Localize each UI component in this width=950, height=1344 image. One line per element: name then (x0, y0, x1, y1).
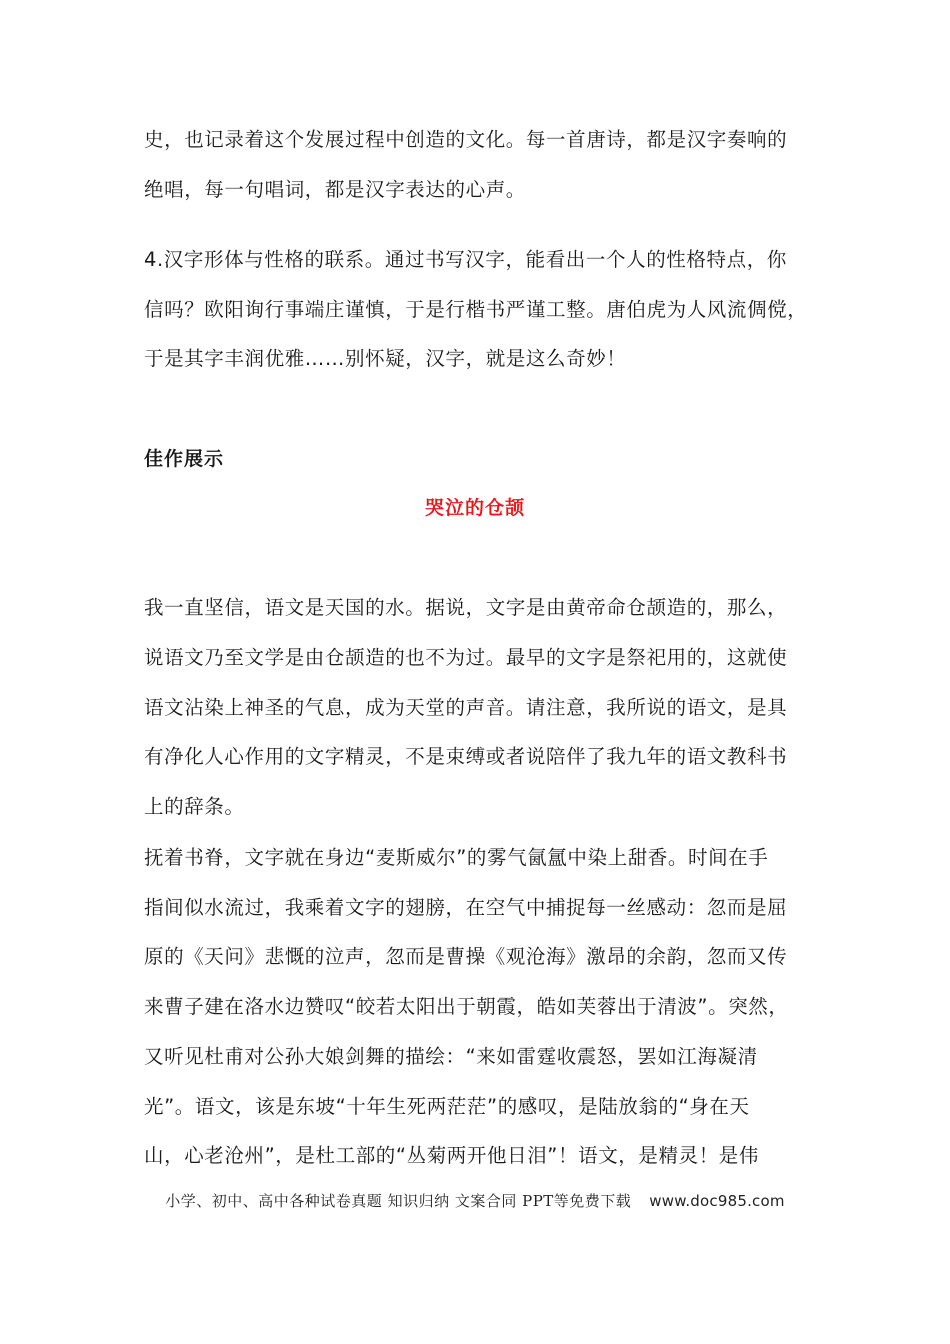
essay-paragraph-2-line-4: 来曹子建在洛水边赞叹“皎若太阳出于朝霞，皓如芙蓉出于清波”。突然， (144, 995, 789, 1018)
footer-text: 小学、初中、高中各种试卷真题 知识归纳 文案合同 PPT等免费下载 (165, 1192, 632, 1210)
essay-paragraph-2-line-6: 光”。语文，该是东坡“十年生死两茫茫”的感叹，是陆放翁的“身在天 (144, 1095, 750, 1118)
footer-url[interactable]: www.doc985.com (649, 1192, 785, 1210)
essay-paragraph-1-line-4: 有净化人心作用的文字精灵，不是束缚或者说陪伴了我九年的语文教科书 (144, 745, 788, 768)
essay-paragraph-2-line-5: 又听见杜甫对公孙大娘剑舞的描绘：“来如雷霆收震怒，罢如江海凝清 (144, 1045, 758, 1068)
paragraph-2-line-3: 于是其字丰润优雅……别怀疑，汉字，就是这么奇妙！ (144, 347, 627, 370)
essay-paragraph-1-line-3: 语文沾染上神圣的气息，成为天堂的声音。请注意，我所说的语文，是具 (144, 696, 788, 719)
essay-paragraph-1-line-1: 我一直坚信，语文是天国的水。据说，文字是由黄帝命仓颉造的，那么， (144, 596, 788, 619)
essay-paragraph-1-line-2: 说语文乃至文学是由仓颉造的也不为过。最早的文字是祭祀用的，这就使 (144, 646, 788, 669)
essay-paragraph-2-line-1: 抚着书脊，文字就在身边“麦斯威尔”的雾气氤氲中染上甜香。时间在手 (144, 846, 769, 869)
essay-paragraph-1-line-5: 上的辞条。 (144, 795, 245, 818)
page-footer (0, 1190, 950, 1212)
section-heading: 佳作展示 (144, 448, 225, 470)
paragraph-2-line-2: 信吗？欧阳询行事端庄谨慎，于是行楷书严谨工整。唐伯虎为人风流倜傥， (144, 298, 808, 321)
essay-title: 哭泣的仓颉 (424, 497, 525, 519)
essay-paragraph-2-line-3: 原的《天问》悲慨的泣声，忽而是曹操《观沧海》激昂的余韵，忽而又传 (144, 945, 788, 968)
paragraph-1-line-2: 绝唱，每一句唱词，都是汉字表达的心声。 (144, 178, 526, 201)
paragraph-2-line-1: 4.汉字形体与性格的联系。通过书写汉字，能看出一个人的性格特点，你 (144, 248, 787, 271)
essay-paragraph-2-line-2: 指间似水流过，我乘着文字的翅膀，在空气中捕捉每一丝感动：忽而是屈 (144, 896, 788, 919)
paragraph-1-line-1: 史，也记录着这个发展过程中创造的文化。每一首唐诗，都是汉字奏响的 (144, 128, 788, 151)
essay-paragraph-2-line-7: 山，心老沧州”，是杜工部的“丛菊两开他日泪”！语文，是精灵！是伟 (144, 1144, 760, 1167)
